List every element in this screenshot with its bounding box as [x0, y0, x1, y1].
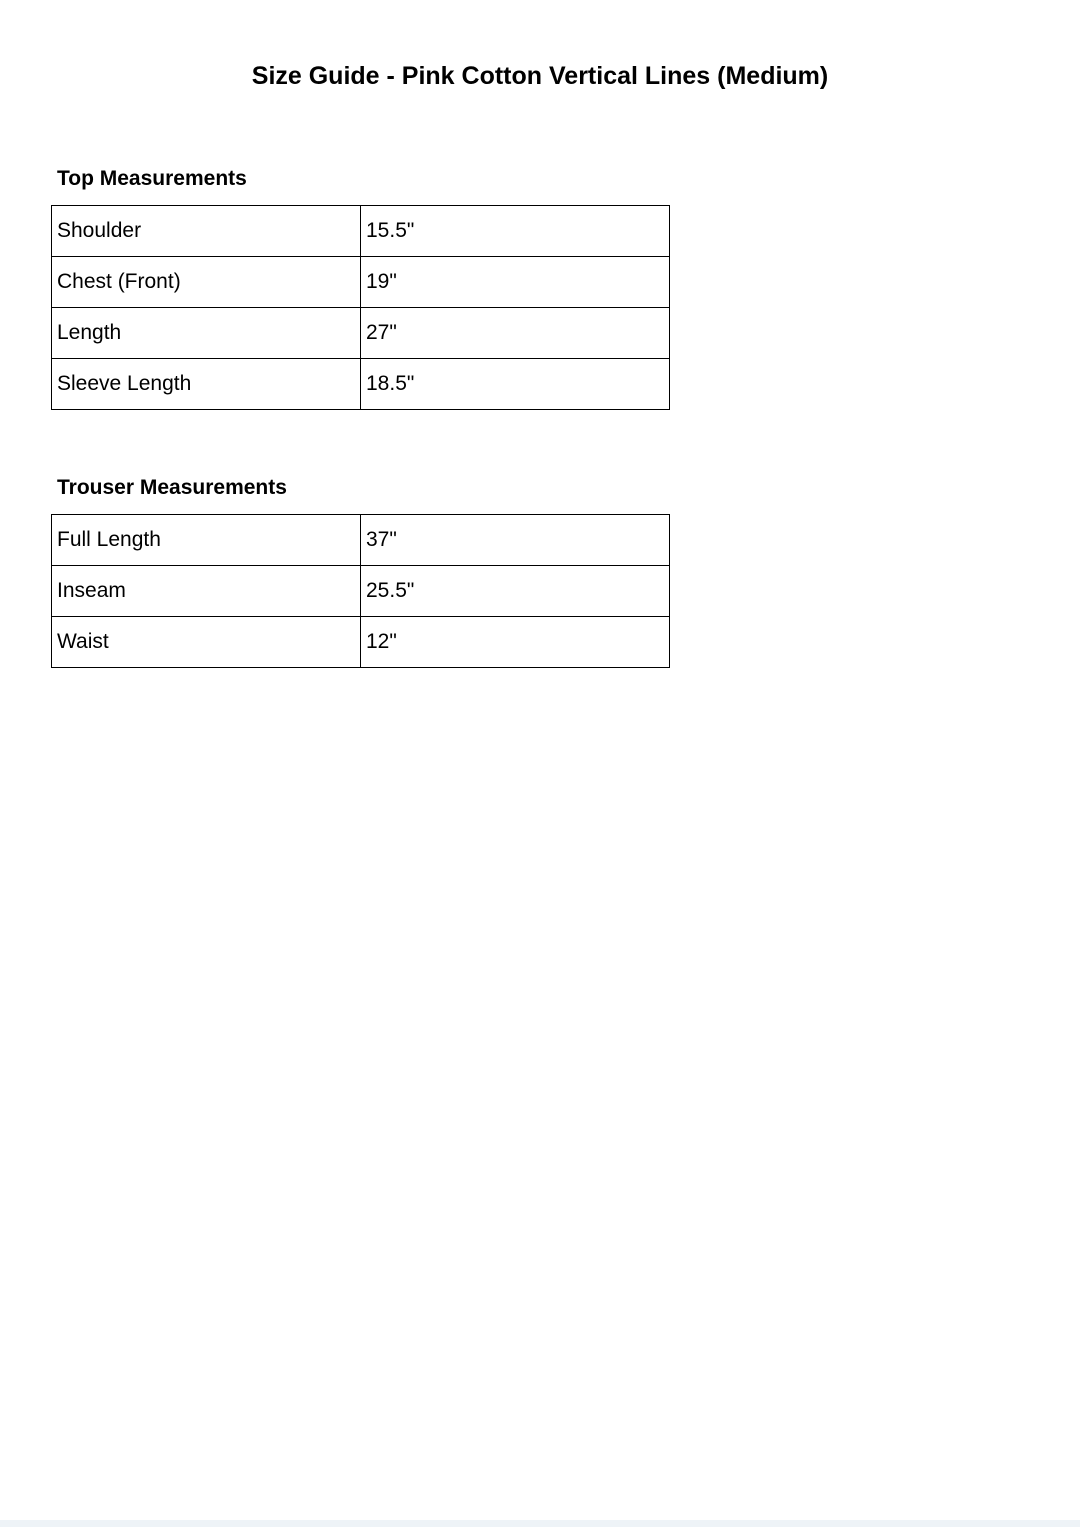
measurement-label: Sleeve Length — [52, 359, 361, 410]
measurement-label: Full Length — [52, 515, 361, 566]
table-row — [52, 515, 670, 566]
measurement-value: 19" — [361, 257, 670, 308]
bottom-strip — [0, 1520, 1080, 1527]
measurement-label: Length — [52, 308, 361, 359]
measurement-value: 12" — [361, 617, 670, 668]
page-title: Size Guide - Pink Cotton Vertical Lines (Medium) — [251, 62, 829, 90]
table-row — [52, 308, 670, 359]
measurement-value: 18.5" — [361, 359, 670, 410]
table-row — [52, 566, 670, 617]
measurement-label: Shoulder — [52, 206, 361, 257]
measurement-label: Waist — [52, 617, 361, 668]
table-row — [52, 617, 670, 668]
measurement-value: 15.5" — [361, 206, 670, 257]
top-measurements-table — [51, 205, 670, 410]
measurement-label: Inseam — [52, 566, 361, 617]
table-row — [52, 359, 670, 410]
trouser-measurements-table — [51, 514, 670, 668]
top-measurements-heading: Top Measurements — [57, 167, 247, 190]
measurement-label: Chest (Front) — [52, 257, 361, 308]
table-row — [52, 206, 670, 257]
measurement-value: 27" — [361, 308, 670, 359]
table-row — [52, 257, 670, 308]
measurement-value: 25.5" — [361, 566, 670, 617]
measurement-value: 37" — [361, 515, 670, 566]
trouser-measurements-heading: Trouser Measurements — [57, 476, 287, 499]
